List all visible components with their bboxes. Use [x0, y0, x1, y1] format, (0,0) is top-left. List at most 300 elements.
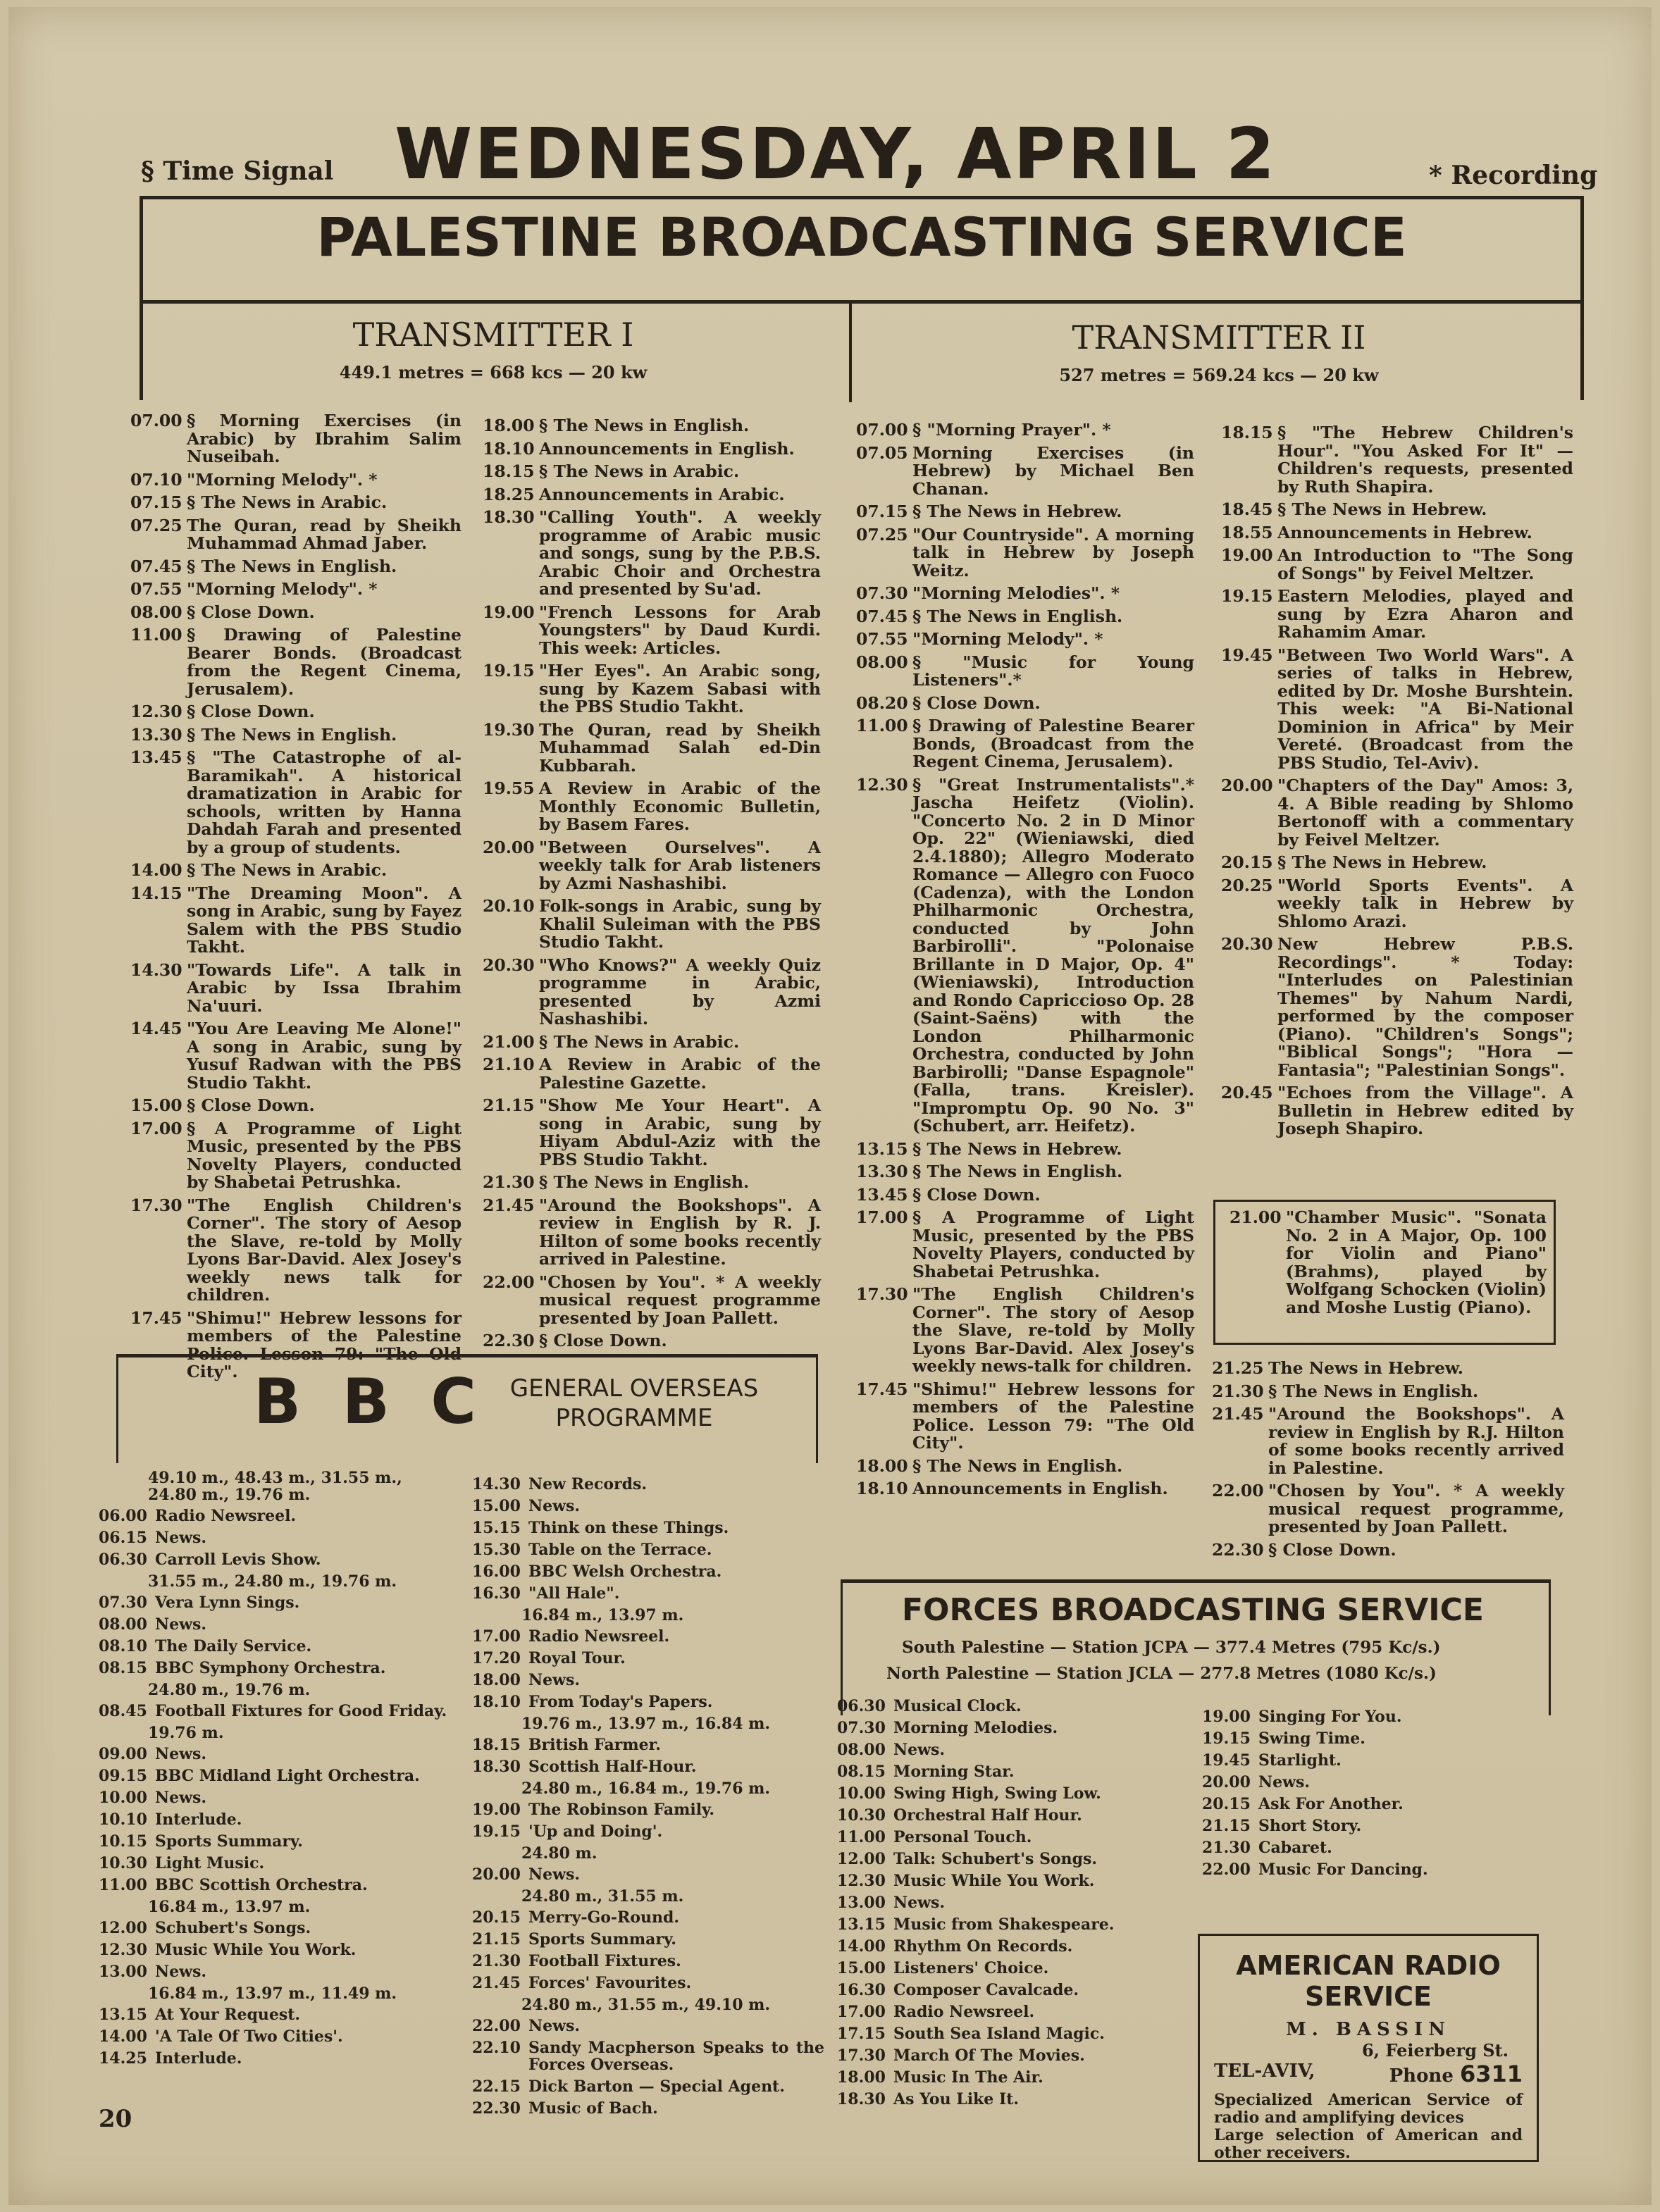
schedule-item	[99, 1703, 451, 1720]
schedule-description: "Morning Melody". *	[187, 469, 378, 490]
schedule-description: News.	[893, 1741, 946, 1759]
schedule-description: Announcements in English.	[539, 438, 795, 459]
schedule-description: Starlight.	[1258, 1751, 1342, 1770]
bbc-logo: B B C	[254, 1365, 487, 1438]
schedule-time: 21.00	[1229, 1207, 1282, 1227]
schedule-description: Morning Melodies.	[893, 1719, 1058, 1737]
schedule-item	[483, 721, 821, 776]
schedule-item	[99, 1616, 451, 1633]
schedule-description: Singing For You.	[1258, 1708, 1402, 1726]
schedule-time: 21.30	[483, 1172, 535, 1192]
bbc-column-1	[99, 1470, 451, 2072]
schedule-time: 18.10	[483, 438, 535, 459]
schedule-item	[837, 2069, 1203, 2086]
schedule-description: Dick Barton — Special Agent.	[528, 2077, 785, 2096]
schedule-description: § "Music for Young Listeners".*	[912, 652, 1194, 690]
schedule-description: Radio Newsreel.	[893, 2003, 1035, 2021]
schedule-item	[483, 1174, 821, 1192]
schedule-time: 07.55	[130, 579, 182, 599]
schedule-description: News.	[1258, 1773, 1311, 1791]
pbs-title-rule	[140, 300, 1584, 304]
schedule-time: 18.15	[483, 461, 535, 481]
service-title: PALESTINE BROADCASTING SERVICE	[316, 206, 1407, 268]
schedule-item	[856, 1138, 1194, 1159]
schedule-item	[837, 2025, 1203, 2042]
schedule-time: 18.55	[1221, 522, 1273, 542]
schedule-description: "Morning Melody". *	[912, 629, 1103, 649]
schedule-description: Music In The Air.	[893, 2068, 1043, 2087]
schedule-description: § The News in English.	[187, 724, 397, 745]
schedule-item	[483, 1033, 821, 1052]
schedule-description: "Morning Melody". *	[187, 579, 378, 599]
schedule-description: 'Up and Doing'.	[528, 1822, 663, 1841]
schedule-time: 17.00	[856, 1207, 908, 1227]
schedule-description: A Review in Arabic of the Palestine Gazette.	[539, 1055, 821, 1093]
schedule-description: New Records.	[528, 1475, 648, 1493]
schedule-item	[837, 1829, 1203, 1846]
page-number: 20	[99, 2105, 132, 2133]
schedule-time: 22.30	[1212, 1539, 1264, 1560]
schedule-item	[99, 1833, 451, 1850]
schedule-item	[472, 1758, 824, 1775]
schedule-description: Folk-songs in Arabic, sung by Khalil Suleiman with the PBS Studio Takht.	[539, 896, 821, 952]
schedule-time: 15.15	[472, 1519, 521, 1537]
schedule-description: § The News in English.	[539, 416, 750, 435]
schedule-description: News.	[155, 1963, 207, 1981]
schedule-description: § The News in English.	[539, 1172, 750, 1192]
schedule-time: 10.00	[99, 1789, 147, 1807]
schedule-time: 17.45	[130, 1307, 182, 1328]
schedule-description: § The News in English.	[912, 606, 1123, 626]
schedule-description: Light Music.	[155, 1854, 265, 1872]
schedule-description: "You Are Leaving Me Alone!" A song in Arabic, sung by Yusuf Radwan with the PBS Studio Takht.	[187, 1019, 462, 1093]
schedule-time: 18.00	[856, 1455, 908, 1476]
wavelength-line: 16.84 m., 13.97 m., 11.49 m.	[148, 1984, 397, 2003]
schedule-description: Merry-Go-Round.	[528, 1908, 680, 1927]
schedule-time: 19.00	[1221, 545, 1273, 565]
schedule-item	[99, 2028, 451, 2045]
schedule-time: 10.00	[837, 1784, 886, 1803]
schedule-time: 18.15	[1221, 423, 1273, 442]
schedule-time: 13.45	[856, 1184, 908, 1205]
schedule-time: 17.20	[472, 1649, 521, 1667]
bbc-subtitle-line-1: GENERAL OVERSEAS	[509, 1374, 759, 1403]
schedule-description: "Echoes from the Village". A Bulletin in Hebrew edited by Joseph Shapiro.	[1277, 1083, 1573, 1138]
schedule-description: "Chosen by You". * A weekly musical request programme, presented by Joan Pallett.	[1268, 1481, 1564, 1536]
schedule-description: Morning Star.	[893, 1763, 1015, 1781]
schedule-description: The News in Hebrew.	[1268, 1358, 1463, 1378]
ad-title: AMERICAN RADIO SERVICE	[1236, 1950, 1501, 2012]
schedule-item	[837, 1763, 1203, 1780]
schedule-time: 21.45	[483, 1195, 535, 1215]
schedule-item	[1202, 1839, 1526, 1856]
schedule-time: 11.00	[837, 1828, 886, 1846]
schedule-description: § The News in Hebrew.	[912, 1138, 1122, 1159]
schedule-description: News.	[155, 1745, 207, 1763]
schedule-description: Carroll Levis Show.	[155, 1551, 321, 1569]
recording-legend: * Recording	[1429, 161, 1598, 190]
schedule-description: Composer Cavalcade.	[893, 1981, 1079, 1999]
schedule-time: 19.15	[1202, 1729, 1251, 1748]
page-title: WEDNESDAY, APRIL 2	[395, 113, 1277, 195]
schedule-item	[1202, 1730, 1526, 1747]
schedule-item	[99, 1855, 451, 1872]
schedule-description: § Close Down.	[187, 602, 315, 622]
schedule-time: 14.30	[130, 959, 182, 980]
wavelength-line: 49.10 m., 48.43 m., 31.55 m., 24.80 m., 19.76 m.	[148, 1469, 402, 1504]
schedule-time: 13.30	[856, 1162, 908, 1181]
schedule-item	[99, 1963, 451, 1980]
schedule-time: 17.00	[837, 2003, 886, 2021]
schedule-item	[483, 463, 821, 481]
schedule-item	[99, 1594, 451, 1611]
schedule-item	[130, 959, 462, 1016]
schedule-time: 12.30	[837, 1872, 886, 1890]
schedule-time: 07.10	[130, 469, 182, 490]
schedule-item	[837, 2003, 1203, 2020]
schedule-description: § The News in Hebrew.	[1277, 852, 1487, 872]
schedule-time: 06.30	[99, 1551, 147, 1569]
schedule-item	[837, 1982, 1203, 1999]
schedule-item	[483, 897, 821, 952]
schedule-description: Listeners' Choice.	[893, 1959, 1049, 1977]
schedule-time: 06.30	[837, 1697, 886, 1715]
schedule-time: 20.00	[472, 1865, 521, 1884]
schedule-item	[856, 526, 1194, 580]
time-signal-legend: § Time Signal	[141, 156, 334, 186]
schedule-time: 21.30	[1212, 1381, 1264, 1401]
schedule-item	[472, 1520, 824, 1536]
schedule-item	[472, 1476, 824, 1493]
schedule-item	[1221, 547, 1573, 583]
schedule-description: News.	[528, 1497, 581, 1515]
schedule-description: § The News in English.	[1268, 1381, 1479, 1401]
schedule-time: 11.00	[99, 1876, 147, 1894]
schedule-description: § Drawing of Palestine Bearer Bonds. (Broadcast from the Regent Cinema, Jerusalem).	[187, 625, 462, 699]
schedule-time: 12.00	[99, 1919, 147, 1937]
schedule-time: 21.00	[483, 1031, 535, 1052]
schedule-description: "Calling Youth". A weekly programme of Arabic music and songs, sung by the P.B.S. Arabic Choir and Orchestra and presented by Su'ad.	[539, 507, 821, 599]
transmitter-1-column-1	[130, 412, 462, 1386]
wavelength-line: 31.55 m., 24.80 m., 19.76 m.	[148, 1572, 397, 1591]
bbc-column-2	[472, 1476, 824, 2122]
schedule-description: New Hebrew P.B.S. Recordings". * Today: "Interludes on Palestinian Themes" by Nahum Nardi, performed by the composer (Piano). "Children's Songs"; "Biblical Songs"; "Hora — Fantasia"; "Palestinian Songs".	[1277, 934, 1573, 1080]
schedule-description: BBC Symphony Orchestra.	[155, 1659, 386, 1677]
schedule-time: 08.15	[837, 1763, 886, 1781]
schedule-item	[472, 1498, 824, 1515]
schedule-item	[1221, 647, 1573, 773]
schedule-time: 18.10	[856, 1479, 908, 1498]
schedule-item	[130, 517, 462, 553]
schedule-description: "Shimu!" Hebrew lessons for members of the Palestine Police. Lesson 79: "The Old City".	[187, 1307, 462, 1381]
american-radio-service-ad	[1198, 1934, 1539, 2162]
schedule-description: Football Fixtures.	[528, 1952, 681, 1970]
schedule-description: News.	[528, 1865, 581, 1884]
schedule-description: A Review in Arabic of the Monthly Economic Bulletin, by Basem Fares.	[539, 778, 821, 834]
schedule-time: 21.10	[483, 1055, 535, 1074]
schedule-time: 22.00	[1202, 1860, 1251, 1879]
ad-city-phone-row	[1200, 2061, 1537, 2087]
schedule-item	[856, 1209, 1194, 1281]
schedule-description: "Between Ourselves". A weekly talk for Arab listeners by Azmi Nashashibi.	[539, 837, 821, 893]
schedule-item	[99, 2006, 451, 2023]
schedule-description: Music For Dancing.	[1258, 1860, 1428, 1879]
schedule-time: 08.45	[99, 1702, 147, 1720]
schedule-time: 16.30	[837, 1981, 886, 1999]
schedule-description: The Robinson Family.	[528, 1801, 715, 1819]
schedule-time: 21.15	[1202, 1817, 1251, 1835]
schedule-description: Eastern Melodies, played and sung by Ezra Aharon and Rahamim Amar.	[1277, 586, 1573, 642]
schedule-item	[837, 2047, 1203, 2064]
schedule-item	[837, 1894, 1203, 1911]
schedule-time: 21.45	[472, 1974, 521, 1992]
schedule-time: 15.00	[472, 1497, 521, 1515]
schedule-item	[856, 776, 1194, 1136]
schedule-description: § Close Down.	[539, 1331, 667, 1350]
schedule-description: "Towards Life". A talk in Arabic by Issa Ibrahim Na'uuri.	[187, 959, 462, 1016]
schedule-time: 08.20	[856, 692, 908, 713]
schedule-description: "Her Eyes". An Arabic song, sung by Kazem Sabasi with the PBS Studio Takht.	[539, 661, 821, 716]
schedule-description: § "The Catastrophe of al-Baramikah". A historical dramatization in Arabic for schools, written by Hanna Dahdah Farah and presented by a group of students.	[187, 747, 462, 857]
schedule-time: 10.15	[99, 1832, 147, 1851]
schedule-item	[99, 1551, 451, 1568]
schedule-description: Swing High, Swing Low.	[893, 1784, 1101, 1803]
schedule-item	[483, 839, 821, 893]
schedule-item	[856, 585, 1194, 603]
schedule-description: Table on the Terrace.	[528, 1541, 712, 1559]
schedule-description: "Around the Bookshops". A review in English by R. J. Hilton of some books recently arrived in Palestine.	[539, 1195, 821, 1269]
schedule-time: 07.00	[856, 420, 908, 440]
schedule-item	[1221, 588, 1573, 642]
forces-title: FORCES BROADCASTING SERVICE	[902, 1592, 1484, 1628]
schedule-description: Scottish Half-Hour.	[528, 1758, 697, 1776]
schedule-description: "Between Two World Wars". A series of talks in Hebrew, edited by Dr. Moshe Burshtein. This week: "A Bi-National Dominion in Africa" by Meir Vereté. (Broadcast from the PBS Studio, Tel-Aviv).	[1277, 645, 1573, 773]
schedule-description: § The News in Hebrew.	[1277, 499, 1487, 519]
wavelength-line: 24.80 m.	[521, 1844, 597, 1863]
schedule-description: "The Dreaming Moon". A song in Arabic, sung by Fayez Salem with the PBS Studio Takht.	[187, 883, 462, 957]
schedule-time: 19.45	[1221, 645, 1273, 665]
schedule-item	[130, 626, 462, 698]
schedule-time: 07.30	[837, 1719, 886, 1737]
schedule-description: Personal Touch.	[893, 1828, 1032, 1846]
schedule-item	[856, 421, 1194, 440]
schedule-time: 20.00	[1221, 776, 1273, 795]
schedule-description: Music While You Work.	[893, 1872, 1095, 1890]
schedule-time: 08.10	[99, 1637, 147, 1655]
schedule-item	[856, 1163, 1194, 1181]
schedule-item	[1212, 1541, 1564, 1560]
schedule-time: 08.00	[99, 1615, 147, 1634]
schedule-description: Morning Exercises (in Hebrew) by Michael Ben Chanan.	[912, 442, 1194, 499]
schedule-item	[856, 654, 1194, 690]
schedule-description: BBC Midland Light Orchestra.	[155, 1767, 420, 1785]
schedule-item	[99, 1767, 451, 1784]
schedule-description: Rhythm On Records.	[893, 1937, 1073, 1956]
schedule-description: News.	[893, 1894, 946, 1912]
schedule-time: 07.55	[856, 629, 908, 649]
schedule-item	[1212, 1360, 1564, 1378]
schedule-item	[483, 509, 821, 599]
schedule-description: § A Programme of Light Music, presented by the PBS Novelty Players, conducted by Shabetai Petrushka.	[912, 1207, 1194, 1281]
schedule-time: 14.30	[472, 1475, 521, 1493]
schedule-time: 18.15	[472, 1736, 521, 1754]
schedule-item	[1221, 501, 1573, 519]
schedule-item	[1212, 1405, 1564, 1477]
schedule-item	[837, 1741, 1203, 1758]
schedule-time: 13.00	[99, 1963, 147, 1981]
schedule-item	[130, 604, 462, 622]
schedule-item	[99, 1660, 451, 1677]
schedule-item	[472, 1975, 824, 1992]
schedule-description: § The News in Arabic.	[539, 461, 740, 481]
schedule-item	[856, 608, 1194, 626]
schedule-item	[483, 957, 821, 1029]
schedule-item	[130, 1097, 462, 1115]
schedule-description: § Close Down.	[912, 1184, 1041, 1205]
schedule-description: § The News in English.	[187, 556, 397, 576]
schedule-time: 22.15	[472, 2077, 521, 2096]
schedule-description: Ask For Another.	[1258, 1795, 1404, 1813]
schedule-description: § "The Hebrew Children's Hour". "You Asked For It" — Children's requests, presented by Ruth Shapira.	[1277, 423, 1573, 497]
schedule-description: Interlude.	[155, 2049, 242, 2068]
schedule-description: The Quran, read by Sheikh Muhammad Salah ed-Din Kubbarah.	[539, 719, 821, 776]
schedule-item	[837, 1807, 1203, 1824]
schedule-description: 'A Tale Of Two Cities'.	[155, 2027, 343, 2046]
schedule-time: 22.00	[1212, 1481, 1264, 1500]
schedule-item	[130, 749, 462, 857]
schedule-item	[99, 1941, 451, 1958]
schedule-description: § The News in Hebrew.	[912, 502, 1122, 521]
schedule-item	[1202, 1796, 1526, 1813]
schedule-time: 18.30	[483, 507, 535, 527]
schedule-description: Royal Tour.	[528, 1649, 626, 1667]
schedule-description: The Quran, read by Sheikh Muhammad Ahmad Jaber.	[187, 515, 462, 553]
schedule-time: 07.25	[130, 515, 182, 535]
schedule-description: BBC Scottish Orchestra.	[155, 1876, 368, 1894]
schedule-item	[472, 1909, 824, 1926]
schedule-item	[472, 2018, 824, 2034]
wavelength-line: 24.80 m., 31.55 m., 49.10 m.	[521, 1996, 771, 2014]
schedule-item	[472, 1585, 824, 1602]
forces-north-station: North Palestine — Station JCLA — 277.8 Metres (1080 Kc/s.)	[886, 1664, 1437, 1683]
schedule-item	[856, 692, 1194, 713]
schedule-description: "World Sports Events". A weekly talk in Hebrew by Shlomo Arazi.	[1277, 875, 1573, 931]
schedule-item	[837, 1960, 1203, 1977]
schedule-description: March Of The Movies.	[893, 2046, 1085, 2065]
wavelength-line: 24.80 m., 19.76 m.	[148, 1681, 311, 1699]
schedule-description: News.	[528, 2017, 581, 2035]
ad-city: TEL-AVIV,	[1214, 2061, 1315, 2082]
transmitter-divider	[849, 304, 852, 402]
schedule-item	[472, 1563, 824, 1580]
schedule-description: From Today's Papers.	[528, 1693, 713, 1711]
schedule-time: 17.00	[130, 1118, 182, 1138]
schedule-time: 08.15	[99, 1659, 147, 1677]
schedule-item	[837, 1698, 1203, 1715]
schedule-time: 19.15	[1221, 586, 1273, 606]
schedule-time: 10.10	[99, 1810, 147, 1829]
schedule-description: § Drawing of Palestine Bearer Bonds, (Broadcast from the Regent Cinema, Jerusalem).	[912, 716, 1194, 771]
schedule-description: § Morning Exercises (in Arabic) by Ibrahim Salim Nuseibah.	[187, 411, 462, 466]
schedule-description: News.	[528, 1671, 581, 1689]
schedule-description: Sports Summary.	[528, 1930, 676, 1949]
schedule-time: 20.15	[1202, 1795, 1251, 1813]
schedule-description: § Close Down.	[1268, 1539, 1396, 1560]
schedule-description: As You Like It.	[893, 2090, 1020, 2108]
schedule-time: 22.00	[472, 2017, 521, 2035]
schedule-time: 07.45	[856, 606, 908, 626]
schedule-item	[472, 1694, 824, 1710]
schedule-item	[1202, 1752, 1526, 1769]
schedule-description: § The News in English.	[912, 1455, 1123, 1476]
schedule-time: 13.15	[837, 1915, 886, 1934]
schedule-time: 18.00	[483, 416, 535, 435]
schedule-item	[1212, 1383, 1564, 1401]
schedule-time: 20.30	[1221, 934, 1273, 954]
schedule-item	[483, 1097, 821, 1169]
schedule-item	[472, 1672, 824, 1689]
schedule-description: "Chosen by You". * A weekly musical request programme presented by Joan Pallett.	[539, 1272, 821, 1328]
schedule-description: "French Lessons for Arab Youngsters" by Daud Kurdi. This week: Articles.	[539, 602, 821, 658]
schedule-item	[99, 1746, 451, 1763]
schedule-item	[837, 2091, 1203, 2108]
schedule-time: 13.15	[856, 1138, 908, 1159]
schedule-time: 13.00	[837, 1894, 886, 1912]
schedule-time: 11.00	[856, 716, 908, 735]
schedule-time: 20.00	[483, 837, 535, 857]
schedule-item	[837, 1872, 1203, 1889]
schedule-item	[483, 1332, 821, 1350]
schedule-item	[1221, 424, 1573, 496]
schedule-item	[472, 1801, 824, 1818]
schedule-time: 14.00	[130, 860, 182, 880]
wavelength-line: 24.80 m., 16.84 m., 19.76 m.	[521, 1779, 771, 1798]
schedule-description: Music of Bach.	[528, 2099, 658, 2118]
schedule-item	[1202, 1774, 1526, 1791]
schedule-item	[130, 703, 462, 721]
schedule-time: 14.00	[99, 2027, 147, 2046]
schedule-description: "Who Knows?" A weekly Quiz programme in Arabic, presented by Azmi Nashashibi.	[539, 955, 821, 1029]
schedule-item	[483, 1197, 821, 1269]
schedule-time: 15.00	[837, 1959, 886, 1977]
schedule-time: 18.00	[837, 2068, 886, 2087]
schedule-time: 12.00	[837, 1850, 886, 1868]
schedule-description: "The English Children's Corner". The story of Aesop the Slave, re-told by Molly Lyons Bar-David. Alex Josey's weekly news talk for children.	[187, 1195, 462, 1305]
schedule-time: 20.45	[1221, 1083, 1273, 1102]
schedule-description: An Introduction to "The Song of Songs" by Feivel Meltzer.	[1277, 545, 1573, 583]
schedule-time: 21.25	[1212, 1358, 1264, 1378]
schedule-item	[483, 604, 821, 658]
schedule-description: Short Story.	[1258, 1817, 1362, 1835]
schedule-item	[483, 417, 821, 435]
ad-phone-label: Phone	[1389, 2065, 1454, 2087]
schedule-time: 20.00	[1202, 1773, 1251, 1791]
schedule-time: 20.25	[1221, 875, 1273, 895]
schedule-time: 08.00	[837, 1741, 886, 1759]
schedule-time: 14.00	[837, 1937, 886, 1956]
schedule-time: 08.00	[130, 602, 182, 622]
schedule-description: Music While You Work.	[155, 1941, 357, 1959]
wavelength-line: 19.76 m.	[148, 1724, 224, 1742]
schedule-description: Sports Summary.	[155, 1832, 303, 1851]
schedule-item	[99, 1789, 451, 1806]
schedule-item	[837, 1851, 1203, 1868]
schedule-item	[483, 440, 821, 459]
schedule-description: News.	[155, 1615, 207, 1634]
schedule-item	[1229, 1209, 1547, 1317]
schedule-time: 21.30	[1202, 1839, 1251, 1857]
schedule-time: 16.30	[472, 1584, 521, 1603]
